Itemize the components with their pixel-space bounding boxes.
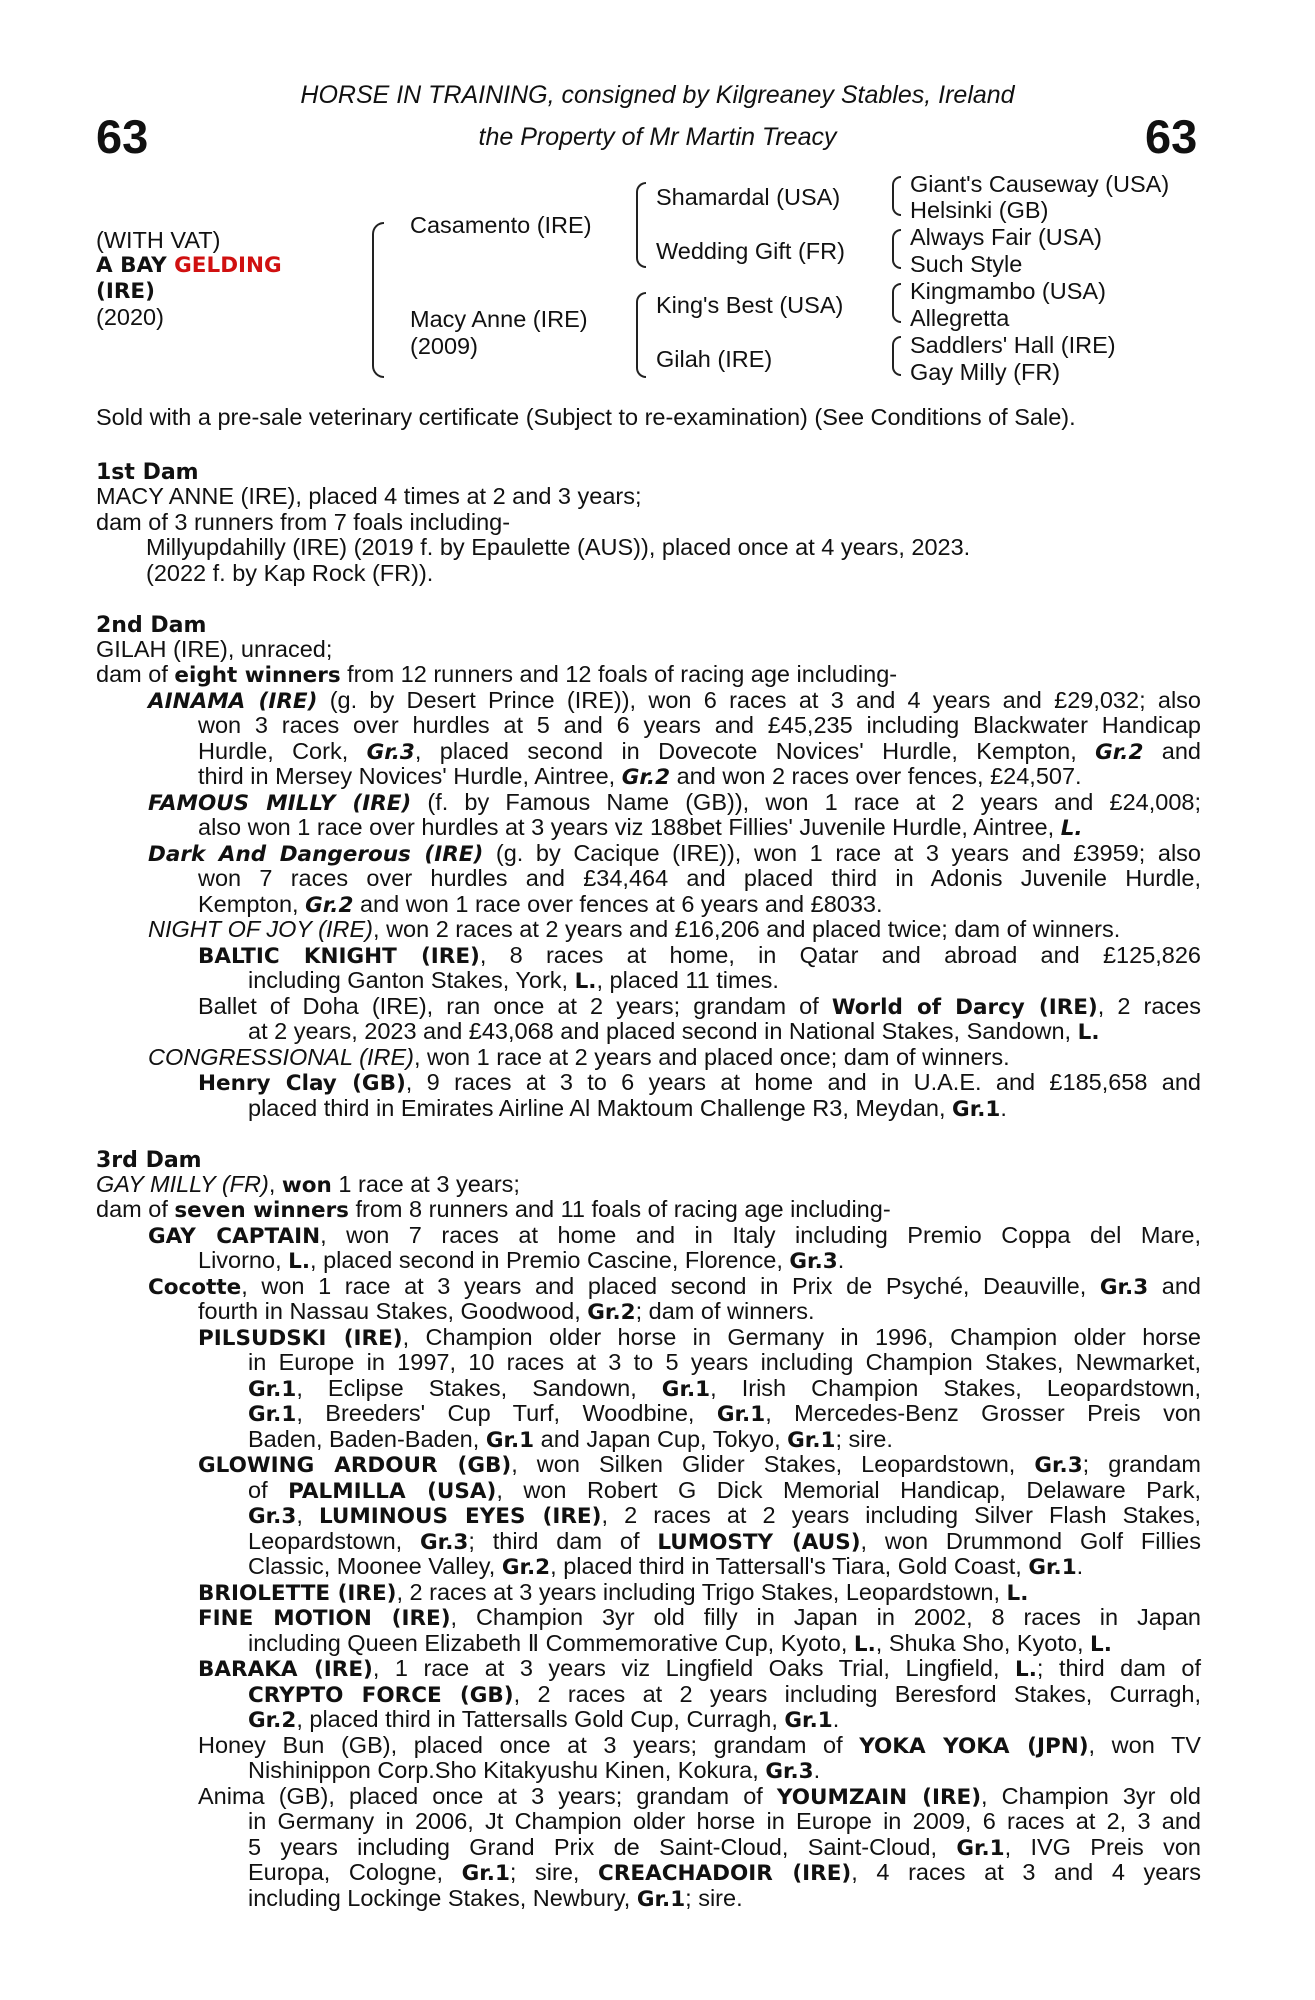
text-run: PILSUDSKI (IRE): [198, 1326, 403, 1351]
text-run: , Mercedes-Benz Grosser Preis von: [765, 1400, 1201, 1426]
text-run: and: [1148, 1273, 1201, 1299]
text-run: from 12 runners and 12 foals of racing age including-: [340, 661, 898, 687]
dam3-entry: [248, 1758, 1201, 1784]
text-run: 1 race at 3 years;: [331, 1171, 520, 1197]
pedigree-ddd: Gay Milly (FR): [910, 359, 1061, 385]
text-run: ; dam of winners.: [635, 1298, 815, 1324]
text-run: Gr.1: [716, 1402, 766, 1427]
dam3-line: [96, 1197, 1201, 1223]
text-run: Anima (GB), placed once at 3 years; grandam of: [198, 1783, 777, 1809]
dam3-entry: [248, 1554, 1201, 1580]
text-run: and won 1 race over fences at 6 years and £8033.: [353, 891, 883, 917]
text-run: ,: [296, 1502, 319, 1528]
pedigree-dds: Saddlers' Hall (IRE): [910, 332, 1116, 358]
text-run: Baden, Baden-Baden,: [248, 1426, 486, 1452]
text-run: Gr.1: [787, 1428, 836, 1453]
pedigree-dam-dam: Gilah (IRE): [656, 346, 773, 372]
text-run: Gr.1: [952, 1097, 1001, 1122]
text-run: , won TV: [1088, 1732, 1201, 1758]
dam3-entry: [248, 1631, 1201, 1657]
text-run: L.: [1006, 1581, 1029, 1606]
text-run: seven winners: [174, 1198, 349, 1223]
dam3-entry: [248, 1350, 1201, 1375]
text-run: won: [281, 1173, 332, 1198]
text-run: Gr.2: [305, 893, 354, 918]
dam2-entry: [248, 968, 1201, 994]
dam3-entry: [248, 1401, 1201, 1427]
text-run: , Shuka Sho, Kyoto,: [875, 1630, 1091, 1656]
text-run: .: [1076, 1553, 1084, 1579]
text-run: dam of: [96, 661, 175, 687]
text-run: L.: [1015, 1657, 1037, 1682]
text-run: L.: [574, 969, 597, 994]
dam2-entry: [198, 1070, 1201, 1096]
text-run: CONGRESSIONAL (IRE): [148, 1044, 414, 1070]
text-run: Gr.3: [789, 1249, 838, 1274]
text-run: L.: [853, 1632, 876, 1657]
dam3-entry: [198, 1784, 1201, 1810]
dam2-entry: [198, 994, 1201, 1020]
text-run: GAY CAPTAIN: [148, 1224, 321, 1249]
text-run: Gr.3: [366, 740, 415, 765]
dam2-entry: [148, 917, 1201, 942]
text-run: ; grandam: [1082, 1451, 1201, 1477]
pedigree-dss: Kingmambo (USA): [910, 278, 1106, 304]
dam2-entry: [148, 790, 1201, 816]
text-run: , won Drummond Golf Fillies: [860, 1528, 1201, 1554]
text-run: Gr.1: [248, 1402, 297, 1427]
property-line: the Property of Mr Martin Treacy: [478, 123, 837, 151]
dam2-entry: [198, 943, 1201, 969]
dam3-entry: [148, 1223, 1201, 1249]
text-run: FAMOUS MILLY (IRE): [148, 791, 412, 816]
text-run: including Ganton Stakes, York,: [248, 967, 575, 993]
dam2-entry: [148, 841, 1201, 867]
text-run: , 2 races at 2 years including Beresford Stakes, Curragh,: [513, 1681, 1201, 1707]
horse-year: (2020): [96, 304, 164, 330]
text-run: ; sire.: [835, 1426, 893, 1452]
text-run: , Irish Champion Stakes, Leopardstown,: [710, 1375, 1201, 1401]
text-run: Henry Clay (GB): [198, 1071, 406, 1096]
text-run: PALMILLA (USA): [288, 1479, 497, 1504]
text-run: GAY MILLY (FR): [96, 1171, 269, 1197]
text-run: Classic, Moonee Valley,: [248, 1553, 502, 1579]
text-run: , Champion 3yr old filly in Japan in 2002, 8 races in Japan: [450, 1604, 1201, 1630]
dam3-entry: [198, 1580, 1201, 1606]
text-run: ; sire,: [509, 1859, 599, 1885]
text-run: Ballet of Doha (IRE), ran once at 2 years; grandam of: [198, 993, 832, 1019]
text-run: (f. by Famous Name (GB)), won 1 race at 2 years and £24,008;: [411, 789, 1201, 815]
text-run: Gr.2: [501, 1555, 551, 1580]
dam3-entry: [248, 1682, 1201, 1708]
text-run: , Eclipse Stakes, Sandown,: [296, 1375, 662, 1401]
text-run: , Champion older horse in Germany in 1996, Champion older horse: [402, 1324, 1201, 1350]
text-run: in Europe in 1997, 10 races at 3 to 5 years including Champion Stakes, Newmarket,: [248, 1349, 1201, 1375]
text-run: of: [248, 1477, 289, 1503]
text-run: Cocotte: [148, 1275, 242, 1300]
text-run: World of Darcy (IRE): [831, 995, 1098, 1020]
text-run: L.: [1077, 1020, 1100, 1045]
text-run: fourth in Nassau Stakes, Goodwood,: [198, 1298, 588, 1324]
text-run: ,: [268, 1171, 282, 1197]
text-run: and: [1143, 738, 1201, 764]
dam3-entry: [198, 1605, 1201, 1631]
text-run: , 9 races at 3 to 6 years at home and in U.A.E. and £185,658 and: [405, 1069, 1201, 1095]
text-run: L.: [288, 1249, 311, 1274]
horse-country: (IRE): [96, 279, 155, 304]
text-run: CRYPTO FORCE (GB): [248, 1683, 514, 1708]
lot-number-right: 63: [1145, 110, 1198, 163]
text-run: BRIOLETTE (IRE): [198, 1581, 397, 1606]
text-run: placed third in Emirates Airline Al Maktoum Challenge R3, Meydan,: [248, 1095, 953, 1121]
text-run: also won 1 race over hurdles at 3 years viz 188bet Fillies' Juvenile Hurdle, Aintree,: [198, 814, 1061, 840]
dam3-entry: [248, 1427, 1201, 1453]
pedigree-dam-sire: King's Best (USA): [656, 292, 844, 318]
text-run: Nishinippon Corp.Sho Kitakyushu Kinen, Kokura,: [248, 1757, 766, 1783]
text-run: from 8 runners and 11 foals of racing age including-: [348, 1196, 891, 1222]
text-run: Gr.1: [784, 1708, 833, 1733]
dam2-line: [96, 662, 1201, 688]
text-run: won 3 races over hurdles at 5 and 6 years and £45,235 including Blackwater Handicap: [198, 712, 1201, 738]
text-run: , placed second in Premio Cascine, Florence,: [310, 1247, 790, 1273]
dam3-heading: 3rd Dam: [96, 1148, 202, 1173]
text-run: FINE MOTION (IRE): [198, 1606, 451, 1631]
text-run: LUMINOUS EYES (IRE): [318, 1504, 602, 1529]
pedigree-sdd: Such Style: [910, 251, 1023, 277]
consignor-line: HORSE IN TRAINING, consigned by Kilgreaney Stables, Ireland: [300, 81, 1015, 109]
pedigree-brace-dam: [636, 292, 646, 378]
text-run: dam of: [96, 1196, 175, 1222]
text-run: 5 years including Grand Prix de Saint-Cloud, Saint-Cloud,: [248, 1834, 957, 1860]
text-run: L.: [1090, 1632, 1112, 1657]
dam2-heading: 2nd Dam: [96, 613, 207, 638]
text-run: , won 2 races at 2 years and £16,206 and placed twice; dam of winners.: [373, 916, 1121, 942]
dam3-entry: [248, 1529, 1201, 1555]
dam2-entry: [148, 688, 1201, 714]
dam1-line: MACY ANNE (IRE), placed 4 times at 2 and 3 years;: [96, 483, 642, 509]
dam2-entry: [148, 1045, 1201, 1070]
text-run: , won 1 race at 2 years and placed once; dam of winners.: [413, 1044, 1010, 1070]
text-run: Gr.2: [1095, 740, 1144, 765]
text-run: , won 7 races at home and in Italy including Premio Coppa del Mare,: [320, 1222, 1201, 1248]
dam2-entry: [198, 713, 1201, 738]
dam3-entry: [248, 1376, 1201, 1402]
dam3-entry: [248, 1835, 1201, 1861]
dam1-heading: 1st Dam: [96, 460, 199, 485]
pedigree-sds: Always Fair (USA): [910, 224, 1102, 250]
text-run: L.: [1060, 816, 1083, 841]
text-run: , won Silken Glider Stakes, Leopardstown,: [511, 1451, 1035, 1477]
dam3-entry: [198, 1325, 1201, 1351]
text-run: , placed third in Tattersall's Tiara, Gold Coast,: [550, 1553, 1029, 1579]
text-run: AINAMA (IRE): [148, 689, 318, 714]
text-run: , placed third in Tattersalls Gold Cup, Curragh,: [296, 1706, 785, 1732]
text-run: , IVG Preis von: [1004, 1834, 1202, 1860]
pedigree-brace-main: [372, 222, 384, 378]
pedigree-sss: Giant's Causeway (USA): [910, 171, 1170, 197]
text-run: Gr.1: [461, 1861, 510, 1886]
text-run: ; third dam of: [468, 1528, 658, 1554]
text-run: , 2 races at 3 years including Trigo Stakes, Leopardstown,: [396, 1579, 1007, 1605]
pedigree-sire-sire: Shamardal (USA): [656, 184, 841, 210]
text-run: Gr.3: [248, 1504, 297, 1529]
text-run: YOKA YOKA (JPN): [859, 1734, 1089, 1759]
text-run: Gr.1: [1028, 1555, 1077, 1580]
dam3-entry: [198, 1656, 1201, 1682]
dam3-line: [96, 1172, 1201, 1198]
text-run: Gr.1: [485, 1428, 535, 1453]
text-run: , placed 11 times.: [596, 967, 779, 993]
text-run: (g. by Desert Prince (IRE)), won 6 races at 3 and 4 years and £29,032; also: [317, 687, 1201, 713]
text-run: Gr.1: [661, 1377, 711, 1402]
text-run: , 8 races at home, in Qatar and abroad and £125,826: [479, 942, 1201, 968]
text-run: Gr.1: [956, 1836, 1005, 1861]
dam3-entry: [198, 1733, 1201, 1759]
text-run: in Germany in 2006, Jt Champion older horse in Europe in 2009, 6 races at 2, 3 and: [248, 1808, 1201, 1834]
dam2-entry: [198, 866, 1201, 891]
pedigree-brace-ds: [892, 283, 901, 323]
dam3-entry: [198, 1452, 1201, 1478]
text-run: at 2 years, 2023 and £43,068 and placed second in National Stakes, Sandown,: [248, 1018, 1078, 1044]
dam1-progeny: (2022 f. by Kap Rock (FR)).: [146, 560, 434, 586]
dam3-entry: [248, 1860, 1201, 1886]
horse-sex: GELDING: [174, 253, 282, 278]
dam2-entry: [198, 739, 1201, 765]
text-run: and won 2 races over fences, £24,507.: [670, 763, 1082, 789]
text-run: third in Mersey Novices' Hurdle, Aintree,: [198, 763, 622, 789]
vat-label: (WITH VAT): [96, 227, 221, 253]
text-run: Gr.3: [765, 1759, 814, 1784]
dam3-entry: [198, 1299, 1201, 1325]
text-run: NIGHT OF JOY (IRE): [148, 916, 374, 942]
pedigree-dam-year: (2009): [410, 333, 478, 359]
text-run: ; third dam of: [1036, 1655, 1201, 1681]
text-run: .: [832, 1706, 840, 1732]
text-run: won 7 races over hurdles and £34,464 and placed third in Adonis Juvenile Hurdle,: [198, 865, 1201, 891]
text-run: Europa, Cologne,: [248, 1859, 462, 1885]
text-run: Gr.2: [587, 1300, 636, 1325]
dam3-entry: [248, 1503, 1201, 1529]
text-run: Honey Bun (GB), placed once at 3 years; grandam of: [198, 1732, 860, 1758]
dam3-entry: [248, 1809, 1201, 1834]
pedigree-dam: Macy Anne (IRE): [410, 306, 588, 332]
dam1-progeny: Millyupdahilly (IRE) (2019 f. by Epaulette (AUS)), placed once at 4 years, 2023.: [146, 534, 971, 560]
text-run: Gr.1: [248, 1377, 297, 1402]
text-run: including Queen Elizabeth Ⅱ Commemorative Cup, Kyoto,: [248, 1630, 854, 1656]
dam3-entry: [248, 1707, 1201, 1733]
dam3-entry: [148, 1274, 1201, 1300]
text-run: Gr.3: [1099, 1275, 1149, 1300]
text-run: GLOWING ARDOUR (GB): [198, 1453, 512, 1478]
dam2-entry: [248, 1096, 1201, 1122]
text-run: Leopardstown,: [248, 1528, 421, 1554]
dam2-line: GILAH (IRE), unraced;: [96, 636, 333, 662]
text-run: including Lockinge Stakes, Newbury,: [248, 1885, 637, 1911]
text-run: Kempton,: [198, 891, 306, 917]
pedigree-sire-dam: Wedding Gift (FR): [656, 238, 845, 264]
dam2-entry: [198, 815, 1201, 841]
text-run: and Japan Cup, Tokyo,: [534, 1426, 788, 1452]
dam1-line: dam of 3 runners from 7 foals including-: [96, 509, 511, 535]
text-run: (g. by Cacique (IRE)), won 1 race at 3 years and £3959; also: [483, 840, 1201, 866]
vet-note: Sold with a pre-sale veterinary certificate (Subject to re-examination) (See Conditions of Sale).: [96, 404, 1076, 430]
pedigree-brace-dd: [892, 336, 901, 376]
pedigree-brace-sd: [892, 229, 901, 269]
pedigree-brace-sire: [636, 182, 646, 268]
pedigree-ssd: Helsinki (GB): [910, 197, 1049, 223]
horse-desc-a: A BAY: [96, 253, 175, 278]
text-run: Livorno,: [198, 1247, 289, 1273]
dam3-entry: [248, 1478, 1201, 1504]
text-run: , won Robert G Dick Memorial Handicap, Delaware Park,: [496, 1477, 1201, 1503]
text-run: BARAKA (IRE): [198, 1657, 373, 1682]
text-run: .: [837, 1247, 845, 1273]
text-run: CREACHADOIR (IRE): [598, 1861, 852, 1886]
pedigree-brace-ss: [892, 176, 901, 216]
text-run: , 4 races at 3 and 4 years: [851, 1859, 1201, 1885]
text-run: , 2 races at 2 years including Silver Flash Stakes,: [601, 1502, 1202, 1528]
pedigree-sire: Casamento (IRE): [410, 212, 592, 238]
text-run: ; sire.: [685, 1885, 743, 1911]
lot-number-left: 63: [96, 110, 149, 163]
text-run: .: [1000, 1095, 1007, 1121]
text-run: , placed second in Dovecote Novices' Hurdle, Kempton,: [414, 738, 1096, 764]
dam3-entry: [198, 1248, 1201, 1274]
text-run: Gr.1: [636, 1887, 686, 1912]
dam3-entry: [248, 1886, 1201, 1912]
text-run: Gr.2: [621, 765, 671, 790]
text-run: YOUMZAIN (IRE): [776, 1785, 982, 1810]
text-run: Gr.3: [1034, 1453, 1083, 1478]
text-run: , 2 races: [1097, 993, 1202, 1019]
text-run: Gr.2: [248, 1708, 297, 1733]
dam2-entry: [198, 764, 1201, 790]
text-run: , won 1 race at 3 years and placed second in Prix de Psyché, Deauville,: [241, 1273, 1100, 1299]
text-run: .: [813, 1757, 821, 1783]
text-run: LUMOSTY (AUS): [657, 1530, 861, 1555]
text-run: , Champion 3yr old: [981, 1783, 1201, 1809]
dam2-entry: [248, 1019, 1201, 1045]
text-run: BALTIC KNIGHT (IRE): [198, 944, 480, 969]
text-run: Hurdle, Cork,: [198, 738, 367, 764]
text-run: Gr.3: [420, 1530, 469, 1555]
dam2-entry: [198, 892, 1201, 918]
text-run: eight winners: [174, 663, 341, 688]
horse-description: [96, 251, 282, 279]
text-run: , 1 race at 3 years viz Lingfield Oaks Trial, Lingfield,: [372, 1655, 1016, 1681]
pedigree-dsd: Allegretta: [910, 305, 1010, 331]
text-run: Dark And Dangerous (IRE): [148, 842, 484, 867]
text-run: , Breeders' Cup Turf, Woodbine,: [296, 1400, 717, 1426]
